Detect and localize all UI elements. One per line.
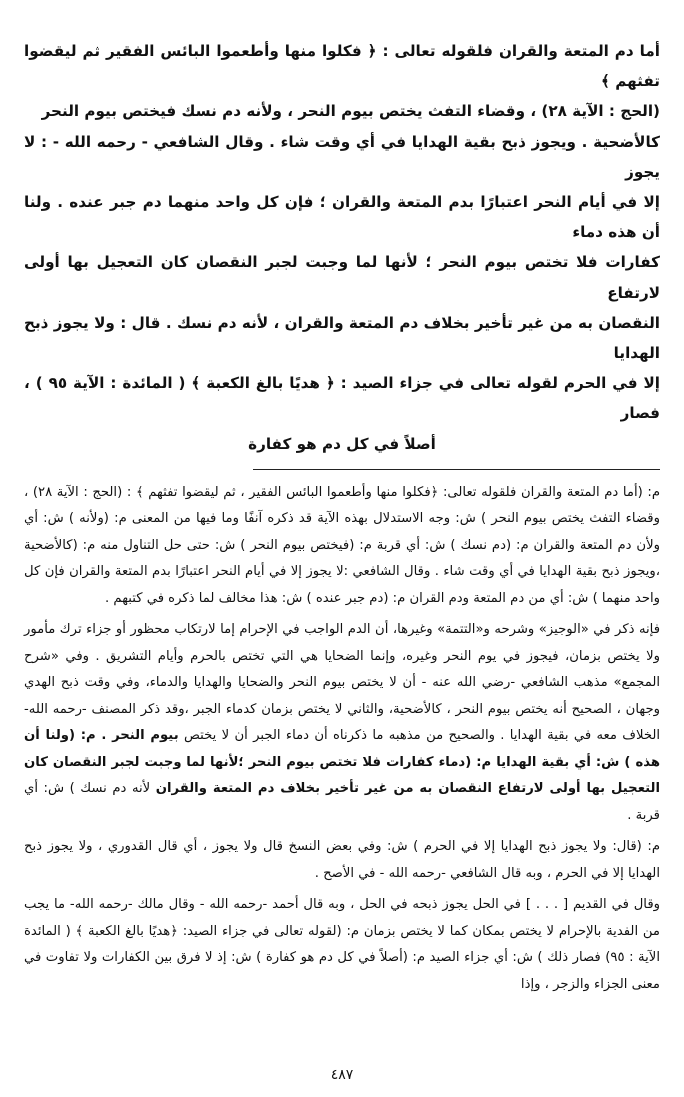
commentary-line: فإنه ذكر في «الوجيز» وشرحه و«التتمة» وغيرها، أن الدم الواجب في الإحرام إما لارتكاب bbox=[174, 622, 661, 638]
commentary-line-bold: بيوم النحر . م: (ولنا أن هذه ) ش: أي بقية الهدايا م: (دماء كفارات فلا تختص بيوم النحر ؛لأنها لما bbox=[24, 728, 660, 770]
main-text bbox=[24, 36, 660, 459]
commentary bbox=[24, 480, 660, 999]
commentary-line: م: (قال: ولا يجوز ذبح الهدايا إلا في الحرم ) ش: وفي بعض النسخ قال ولا يجوز ، أي قال bbox=[157, 839, 660, 855]
matn-line: إلا في الحرم لقوله تعالى في جزاء الصيد : ﴿ هديًا بالغ الكعبة ﴾ ( المائدة : الآية ٩٥ ) ، فصار bbox=[24, 374, 661, 423]
matn-line: كفارات فلا تختص بيوم النحر ؛ لأنها لما وجبت لجبر النقصان كان التعجيل بها أولى لارتفاع bbox=[24, 253, 660, 302]
commentary-line: الله- الخلاف معه في بقية الهدايا . والصحيح من مذهبه ما ذكرناه أن دماء الجبر أن لا يختص bbox=[24, 701, 661, 744]
commentary-paragraph bbox=[24, 480, 660, 613]
commentary-line: محظور أو جزاء ترك مأمور ولا يختص بزمان، فيجوز في يوم النحر وغيره، وإنما الضحايا هي bbox=[24, 622, 660, 664]
commentary-line: (فيختص بيوم النحر ) ش: حتى حل التناول منه م: (كالأضحية ،ويجوز ذبح بقية الهدايا في أي وقت bbox=[24, 537, 660, 580]
commentary-line: آنفًا وما فيها من المعنى م: (ولأنه ) ش: أي ولأن دم المتعة والقران م: (دم نسك ) ش: أي قربة م: bbox=[24, 511, 660, 553]
commentary-paragraph bbox=[24, 834, 660, 887]
commentary-line: من دم المتعة ودم القران م: (دم جبر عنده ) ش: هذا مخالف لما ذكره في كتبهم . bbox=[105, 590, 546, 606]
page-content bbox=[24, 36, 660, 1057]
matn-line: أما دم المتعة والقران فلقوله تعالى : ﴿ فكلوا منها وأطعموا البائس الفقير ثم ليقضوا تفثهم ﴾ bbox=[24, 42, 660, 91]
commentary-line: القدوري ، ولا يجوز ذبح الهدايا إلا في الحرم ، وبه قال الشافعي -رحمه الله - في الأصح . bbox=[24, 839, 660, 881]
matn-line: إلا في أيام النحر اعتبارًا بدم المتعة والقران ؛ فإن كل واحد منهما دم جبر عنده . ولنا أن هذه دماء bbox=[24, 193, 660, 242]
page-number: ٤٨٧ bbox=[330, 1067, 354, 1083]
commentary-line: شاء . وقال الشافعي :لا يجوز إلا في أيام النحر اعتبارًا بدم المتعة والقران فإن كل واحد منهما ) ش: أي bbox=[24, 564, 660, 606]
commentary-line: يختص بيوم النحر والضحايا والهدايا والدماء، وفي وقت ذبح الهدي وجهان ، الصحيح أنه bbox=[24, 675, 660, 717]
matn-line: (الحج : الآية ٢٨) ، وقضاء التفث يختص بيوم النحر ، ولأنه دم نسك فيختص بيوم النحر bbox=[41, 102, 660, 121]
commentary-line: م: (أما دم المتعة والقران فلقوله تعالى: ﴿فكلوا منها وأطعموا البائس الفقير ، ثم ليقضوا تفثهم ﴾ bbox=[135, 484, 660, 500]
commentary-line: تعالى في جزاء الصيد: ﴿هديًا بالغ الكعبة ﴾ ( المائدة الآية : ٩٥) فصار ذلك ) ش: أي جزاء الصيد م: bbox=[24, 923, 660, 966]
matn-line: النقصان به من غير تأخير بخلاف دم المتعة والقران ، لأنه دم نسك . قال : ولا يجوز ذبح الهدايا bbox=[24, 313, 660, 363]
commentary-line: لأنه دم نسك ) ش: أي قربة . bbox=[24, 781, 660, 823]
commentary-paragraph bbox=[24, 892, 660, 998]
commentary-line: : (الحج : الآية ٢٨) ، وقضاء التفث يختص بيوم النحر ) ش: وجه الاستدلال بهذه الآية قد ذكره bbox=[24, 484, 660, 527]
commentary-line: وقال في القديم [ . . . ] في الحل يجوز ذبحه في الحل ، وبه قال أحمد -رحمه الله - وقال bbox=[168, 897, 660, 913]
matn-line: كالأضحية . ويجوز ذبح بقية الهدايا في أي وقت شاء . وقال الشافعي - رحمه الله - : لا يجوز bbox=[24, 132, 660, 181]
commentary-line-bold: وجبت لجبر النقصان كان التعجيل بها أولى لارتفاع النقصان به من غير تأخير بخلاف دم المتعة والقران bbox=[24, 754, 660, 797]
matn-last-line: أصلاً في كل دم هو كفارة bbox=[248, 434, 436, 453]
commentary-line: يختص بيوم النحر ، كالأضحية، والثاني لا يختص بزمان كدماء الجبر ،وقد ذكر المصنف -رحمه bbox=[52, 701, 548, 717]
commentary-line: مالك -رحمه الله- ما يجب من الفدية بالإحرام لا يختص بمكان كما لا يختص بزمان م: (لقوله bbox=[24, 897, 660, 939]
commentary-paragraph bbox=[24, 617, 660, 829]
commentary-line: التي تختص بالحرم وأيام التشريق . وفي «شرح المجمع» مذهب الشافعي -رضي الله عنه - أن لا bbox=[24, 648, 661, 691]
text-divider bbox=[253, 469, 660, 470]
commentary-line: (أصلاً في كل دم هو كفارة ) ش: إذ لا فرق بين الكفارات ولا تفاوت في معنى الجزاء والزجر ، وإذا bbox=[24, 950, 660, 992]
